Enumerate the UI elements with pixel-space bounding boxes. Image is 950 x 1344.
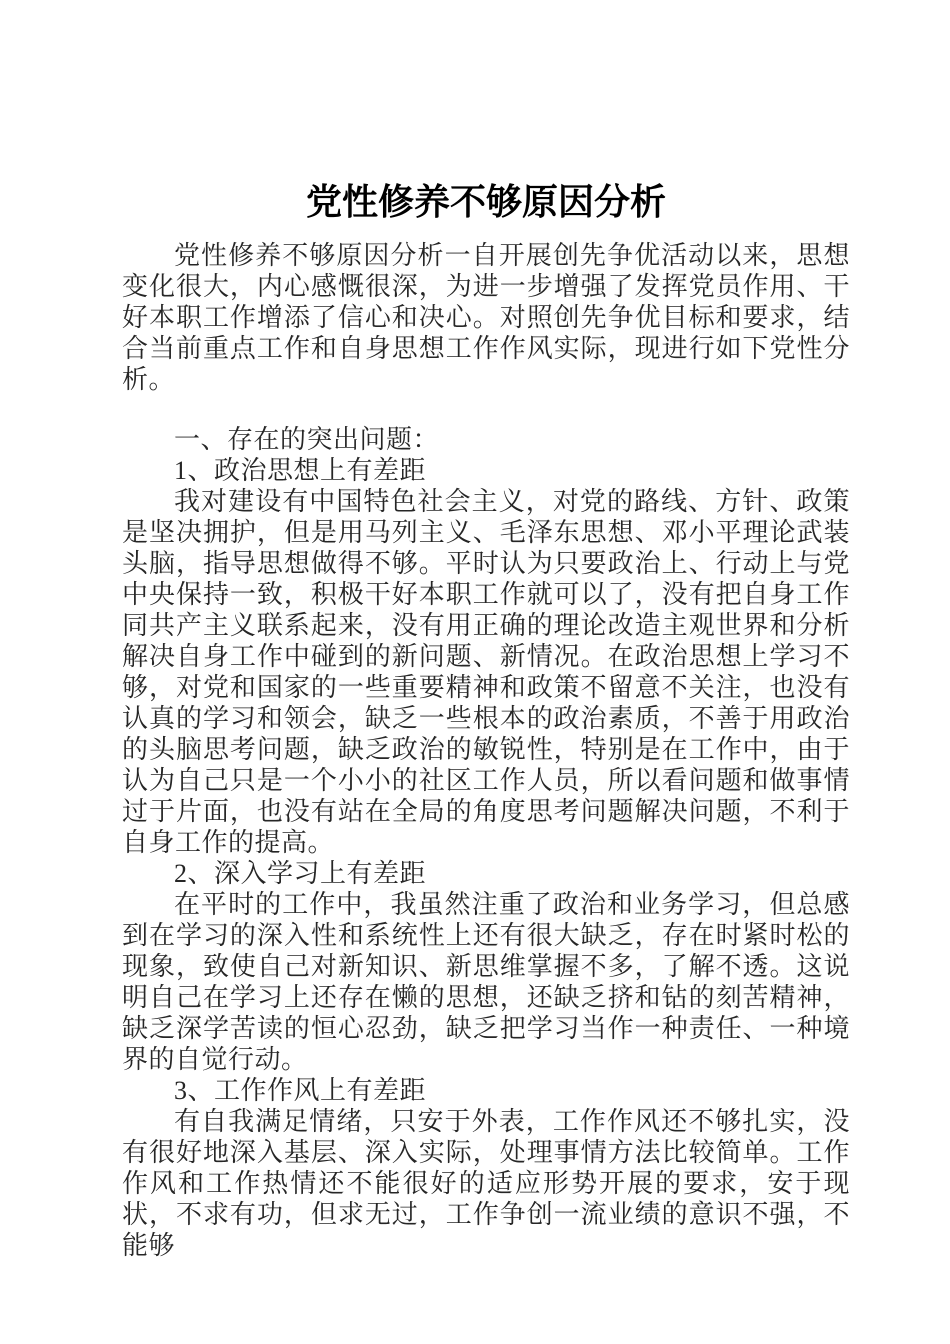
- section-heading: 一、存在的突出问题：: [174, 425, 440, 454]
- subsection-heading-1: 1、政治思想上有差距: [174, 456, 427, 485]
- subsection-paragraph-1: 我对建设有中国特色社会主义，对党的路线、方针、政策是坚决拥护，但是用马列主义、毛泽东思想、邓小平理论武装头脑，指导思想做得不够。平时认为只要政治上、行动上与党中央保持一致，积极干好本职工作就可以了，没有把自身工作同共产主义联系起来，没有用正确的理论改造主观世界和分析解决自身工作中碰到的新问题、新情况。在政治思想上学习不够，对党和国家的一些重要精神和政策不留意不关注，也没有认真的学习和领会，缺乏一些根本的政治素质，不善于用政治的头脑思考问题，缺乏政治的敏锐性，特别是在工作中，由于认为自己只是一个小小的社区工作人员，所以看问题和做事情过于片面，也没有站在全局的角度思考问题解决问题，不利于自身工作的提高。: [122, 487, 850, 857]
- subsection-heading-3: 3、工作作风上有差距: [174, 1076, 427, 1105]
- intro-paragraph: 党性修养不够原因分析一自开展创先争优活动以来，思想变化很大，内心感慨很深，为进一步增强了发挥党员作用、干好本职工作增添了信心和决心。对照创先争优目标和要求，结合当前重点工作和自身思想工作作风实际，现进行如下党性分析。: [122, 241, 850, 394]
- subsection-paragraph-2: 在平时的工作中，我虽然注重了政治和业务学习，但总感到在学习的深入性和系统性上还有很大缺乏，存在时紧时松的现象，致使自己对新知识、新思维掌握不多，了解不透。这说明自己在学习上还存在懒的思想，还缺乏挤和钻的刻苦精神，缺乏深学苦读的恒心忍劲，缺乏把学习当作一种责任、一种境界的自觉行动。: [122, 890, 850, 1074]
- subsection-paragraph-3: 有自我满足情绪，只安于外表，工作作风还不够扎实，没有很好地深入基层、深入实际，处理事情方法比较简单。工作作风和工作热情还不能很好的适应形势开展的要求，安于现状，不求有功，但求无过，工作争创一流业绩的意识不强，不能够: [122, 1107, 850, 1260]
- document-title: 党性修养不够原因分析: [305, 182, 666, 223]
- subsection-heading-2: 2、深入学习上有差距: [174, 859, 427, 888]
